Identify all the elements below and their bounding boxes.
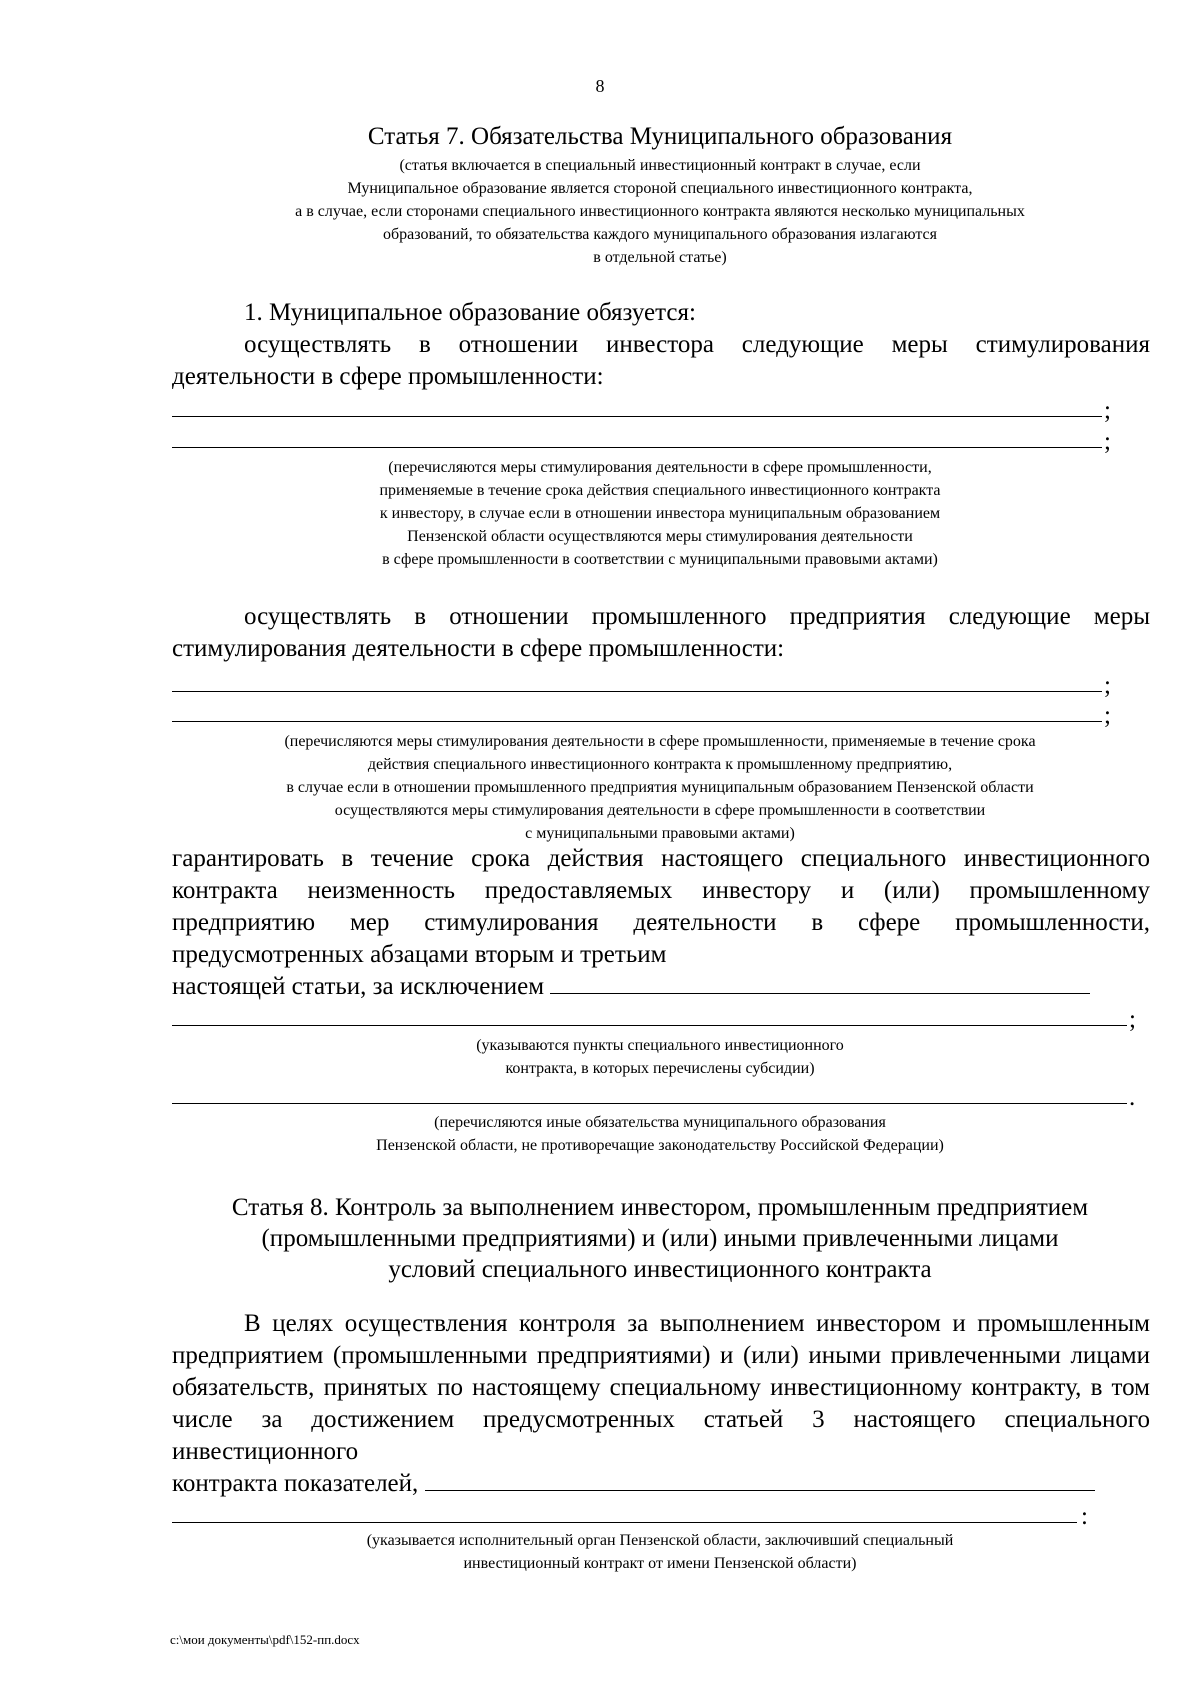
- exception-line-2[interactable]: [172, 1025, 1127, 1026]
- investor-measure-line-1[interactable]: [172, 416, 1102, 417]
- colon: :: [1081, 1503, 1088, 1530]
- executive-body-line-2[interactable]: [172, 1522, 1077, 1523]
- enterprise-measure-line-2[interactable]: [172, 721, 1102, 722]
- semicolon: ;: [1104, 672, 1111, 699]
- article8-body: В целях осуществления контроля за выполнением инвестором и промышленным предприятием (промышленными предприятиями) и (или) иными привлеченными лицами обязательств, принятых по настоящему специальному инвестиционному контракту, в том числе за достижением предусмотренных статьей 3 настоящего специального инвестиционного: [172, 1310, 1150, 1465]
- enterprise-measures-text: осуществлять в отношении промышленного предприятия следующие меры стимулирования деятельности в сфере промышленности:: [172, 603, 1150, 662]
- executive-body-line[interactable]: [425, 1470, 1095, 1491]
- semicolon: ;: [1104, 428, 1111, 455]
- subsidy-note: (указываются пункты специального инвестиционного контракта, в которых перечислены субсидии): [476, 1037, 844, 1077]
- guarantee-text: гарантировать в течение срока действия настоящего специального инвестиционного контракта неизменность предоставляемых инвестору и (или) промышленному предприятию мер стимулирования деятельности в сфере промышленности, предусмотренных абзацами вторым и третьим: [172, 845, 1150, 968]
- article7-note: (статья включается в специальный инвестиционный контракт в случае, если Муниципальное образование является стороной специального инвестиционного контракта, а в случае, если сторонами специального инвестиционного контракта являются несколько муниципальных образований, то обязательства каждого муниципального образования излагаются в отдельной статье): [295, 157, 1025, 266]
- page-number: 8: [595, 76, 605, 96]
- semicolon: ;: [1104, 397, 1111, 424]
- investor-measures-text: осуществлять в отношении инвестора следующие меры стимулирования деятельности в сфере промышленности:: [172, 331, 1150, 390]
- article8-body-last-line: контракта показателей,: [172, 1468, 1150, 1500]
- other-obligations-note: (перечисляются иные обязательства муниципального образования Пензенской области, не противоречащие законодательству Российской Федерации): [376, 1114, 944, 1154]
- period: .: [1129, 1084, 1136, 1111]
- article7-title: Статья 7. Обязательства Муниципального образования: [367, 123, 953, 150]
- executive-body-note: (указывается исполнительный орган Пензенской области, заключивший специальный инвестиционный контракт от имени Пензенской области): [366, 1532, 954, 1572]
- article8-title: Статья 8. Контроль за выполнением инвестором, промышленным предприятием (промышленными предприятиями) и (или) иными привлеченными лицами условий специального инвестиционного контракта: [231, 1194, 1089, 1283]
- other-obligations-line[interactable]: [172, 1103, 1127, 1104]
- item1-heading: 1. Муниципальное образование обязуется:: [244, 299, 696, 326]
- enterprise-measure-line-1[interactable]: [172, 691, 1102, 692]
- guarantee-last-line: настоящей статьи, за исключением: [172, 971, 1150, 1003]
- semicolon: ;: [1129, 1006, 1136, 1033]
- investor-measure-line-2[interactable]: [172, 447, 1102, 448]
- semicolon: ;: [1104, 702, 1111, 729]
- investor-measures-note: (перечисляются меры стимулирования деятельности в сфере промышленности, применяемые в течение срока действия специального инвестиционного контракта к инвестору, в случае если в отношении инвестора муниципальным образованием Пензенской области осуществляются меры стимулирования деятельности в сфере промышленности в соответствии с муниципальными правовыми актами): [379, 459, 941, 568]
- file-path-footer: c:\мои документы\pdf\152-пп.docx: [170, 1632, 360, 1647]
- enterprise-measures-note: (перечисляются меры стимулирования деятельности в сфере промышленности, применяемые в течение срока действия специального инвестиционного контракта к промышленному предприятию, в случае если в отношении промышленного предприятия муниципальным образованием Пензенской области осуществляются меры стимулирования деятельности в сфере промышленности в соответствии с муниципальными правовыми актами): [284, 733, 1036, 842]
- exception-line[interactable]: [550, 973, 1090, 994]
